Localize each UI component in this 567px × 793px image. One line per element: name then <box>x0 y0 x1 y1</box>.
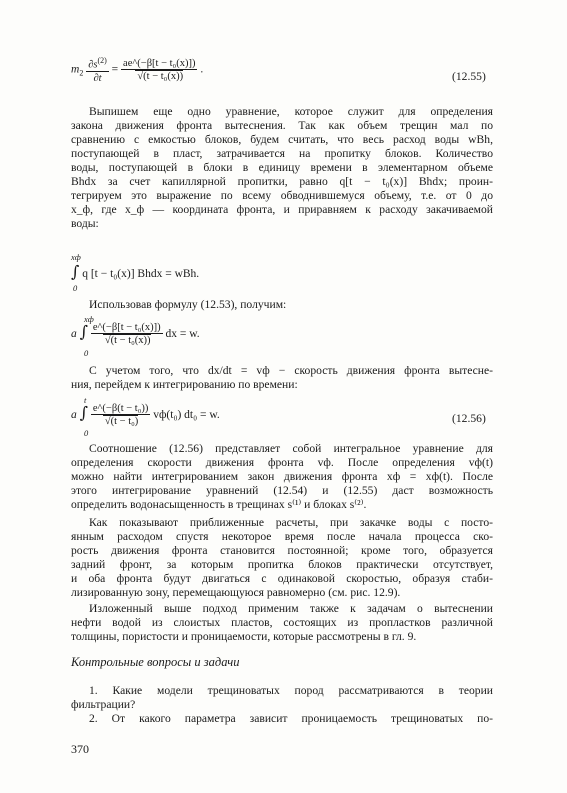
para6-line: нефти водой из слоистых пластов, состоящих из пропластков различной <box>71 616 493 629</box>
para1-line: воды, поступающей в блоки в единицу времени в элементарном объеме <box>71 161 493 174</box>
eq3-suffix: dx = w. <box>165 328 200 340</box>
para1-line: закона движения фронта вытеснения. Так как объем трещин мал по <box>71 119 493 132</box>
para5-line: Как показывают приближенные расчеты, при закачке воды с посто- <box>89 516 493 529</box>
para5-line: лизированную зону, перемещающуюся равномерно (см. рис. 12.9). <box>71 586 401 599</box>
para1-line: тегрируем это выражение по всему обводнившемуся объему, т.е. от 0 до <box>71 189 493 202</box>
para1-line: поступающей в пласт, затрачивается на пропитку блоков. Количество <box>71 147 493 160</box>
para3-line: ния, перейдем к интегрированию по времени: <box>71 378 298 391</box>
para1-line: Bhdx за счет капиллярной пропитки, равно q[t − t₀(x)] Bhdx; проин- <box>71 175 493 188</box>
eq4-numerator: e^(−β(t − t₀)) <box>92 403 149 415</box>
para1-line: воды: <box>71 217 99 230</box>
para1-line: x_ф, где x_ф — координата фронта, и приравняем к расходу закачиваемой <box>71 203 493 216</box>
para1-line: сравнению с емкостью блоков, будем считать, что весь расход воды wBh, <box>71 133 493 146</box>
eq3-denominator: √(t − t₀(x)) <box>104 335 151 347</box>
eq2-lower-limit: 0 <box>73 283 78 293</box>
equation-integral-2: a ∫ $\frac{\text{e\textasciicircum{}(−β[t − t₀(x)])}}{\text{√(t − t₀(x))}}$ dx = w. <box>71 322 200 347</box>
eq2-body: q [t − t₀(x)] Bhdx = wBh. <box>82 268 200 280</box>
para4-line: Соотношение (12.56) представляет собой интегральное уравнение для <box>89 442 493 455</box>
para4-line: этого интегрирование уравнений (12.54) и (12.55) даст возможность <box>71 484 493 497</box>
para5-line: янным расходом спустя некоторое время после начала процесса ско- <box>71 530 493 543</box>
equation-12-56: a ∫ $\frac{\text{e\textasciicircum{}(−β(t − t₀))}}{\text{√(t − t₀)}}$ vф(t₀) dt₀ = w. <box>71 403 220 428</box>
eq3-upper-limit: xф <box>84 314 94 324</box>
equation-number-12-55: (12.55) <box>452 70 486 83</box>
eq3-prefix: a <box>71 328 77 340</box>
para4-line: определить водонасыщенность в трещинах s⁽¹⁾ и блоках s⁽²⁾. <box>71 498 367 511</box>
page-number: 370 <box>71 742 89 756</box>
eq4-prefix: a <box>71 409 77 421</box>
para4-line: определения скорости движения фронта vф. После определения vф(t) <box>71 456 493 469</box>
question-line: 1. Какие модели трещиноватых пород рассматриваются в теории <box>89 684 493 697</box>
eq4-denominator: √(t − t₀) <box>104 416 139 428</box>
para6-line: толщины, пористости и проницаемости, которые рассмотрены в гл. 9. <box>71 630 417 643</box>
para6-line: Изложенный выше подход применим также к задачам о вытеснении <box>89 602 493 615</box>
eq2-upper-limit: xф <box>71 252 81 262</box>
eq1-numerator: ae^(−β[t − t₀(x)]) <box>123 57 196 69</box>
eq1-denominator: √(t − t₀(x)) <box>137 70 184 82</box>
eq4-lower-limit: 0 <box>84 428 89 438</box>
para4-line: можно найти интегрированием закон движения фронта xф = xф(t). После <box>71 470 493 483</box>
eq3-lower-limit: 0 <box>84 348 89 358</box>
equation-number-12-56: (12.56) <box>452 412 486 425</box>
section-heading: Контрольные вопросы и задачи <box>71 655 240 669</box>
eq4-suffix: vф(t₀) dt₀ = w. <box>153 409 220 421</box>
para5-line: рость движения фронта становится постоянной; кроме того, образуется <box>71 544 493 557</box>
para2-line: Использовав формулу (12.53), получим: <box>89 298 287 311</box>
question-line: фильтрации? <box>71 698 136 711</box>
para5-line: задний фронт, за которым пропитка блоков практически отсутствует, <box>71 558 493 571</box>
para1-line: Выпишем еще одно уравнение, которое служит для определения <box>89 105 493 118</box>
equation-12-55: $m_2$ $\frac{\partial s^{(2)}}{\partial t}$ = $\frac{\text{ae\textasciicircum{}(−β[t − t₀(x)])}}{\text{√(t − t₀(x))}}$ . <box>71 56 204 84</box>
para5-line: и оба фронта будут двигаться с одинаковой скоростью, образуя стаби- <box>71 572 493 585</box>
eq3-numerator: e^(−β[t − t₀(x)]) <box>92 322 161 334</box>
equation-integral-1: ∫ q [t − t₀(x)] Bhdx = wBh. <box>71 262 200 281</box>
para3-line: С учетом того, что dx/dt = vф − скорость движения фронта вытесне- <box>89 364 493 377</box>
eq4-upper-limit: t <box>84 395 87 405</box>
question-line: 2. От какого параметра зависит проницаемость трещиноватых по- <box>89 712 493 725</box>
